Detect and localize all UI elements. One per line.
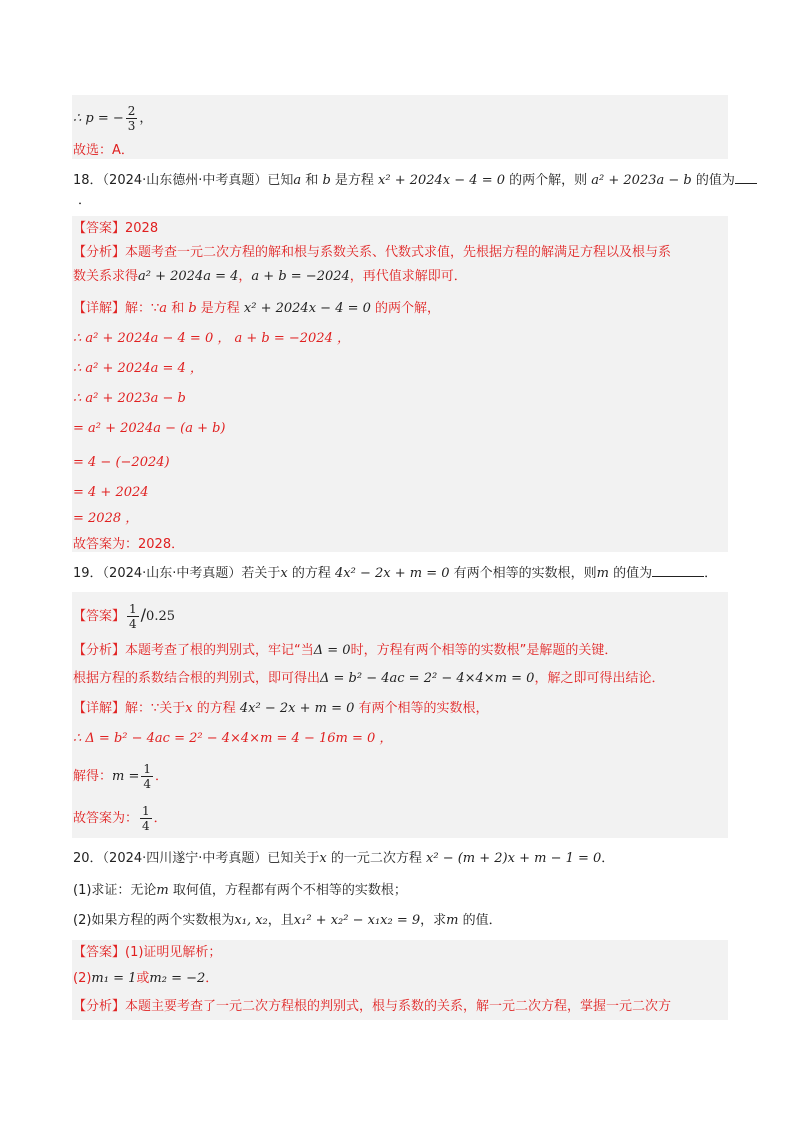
- q19-stem: 19．（2024·山东·中考真题）若关于x 的方程 4x² − 2x + m = 0 有两个相等的实数根，则m 的值为 ．: [73, 566, 718, 581]
- q18-step-5: = 4 − (−2024): [73, 455, 170, 470]
- q19-solve-fraction: $\frac{1}{4}$: [143, 762, 152, 791]
- q20-analysis: 【分析】本题主要考查了一元二次方程根的判别式，根与系数的关系，解一元二次方程，掌握一元二次方: [73, 999, 672, 1014]
- q19-answer-fraction: $\frac{1}{4}$: [129, 602, 137, 631]
- q18-stem: 18．（2024·山东德州·中考真题）已知a 和 b 是方程 x² + 2024x − 4 = 0 的两个解，则 a² + 2023a − b 的值为: [73, 170, 757, 192]
- q18-answer-blank: [735, 171, 757, 184]
- p-fraction: $\frac{2}{3}$: [127, 104, 136, 133]
- q19-analysis: 【分析】本题考查了根的判别式，牢记“当Δ = 0时，方程有两个相等的实数根”是解题的关键．: [73, 643, 618, 658]
- q19-detail: 【详解】解：∵关于x 的方程 4x² − 2x + m = 0 有两个相等的实数根，: [73, 701, 489, 716]
- top-solution-shade: [72, 95, 728, 159]
- p-result-prefix: ∴ p = −: [73, 111, 124, 126]
- q20-part-1: (1)求证：无论m 取何值，方程都有两个不相等的实数根；: [73, 883, 407, 898]
- q18-step-2: ∴ a² + 2024a = 4 ，: [73, 361, 203, 376]
- q18-step-7: = 2028 ，: [73, 511, 139, 526]
- q20-stem: 20．（2024·四川遂宁·中考真题）已知关于x 的一元二次方程 x² − (m + 2)x + m − 1 = 0．: [73, 851, 615, 866]
- q18-analysis: 【分析】本题考查一元二次方程的解和根与系数关系、代数式求值，先根据方程的解满足方程以及根与系: [73, 245, 672, 260]
- q19-analysis-cont: 根据方程的系数结合根的判别式，即可得出Δ = b² − 4ac = 2² − 4×4×m = 0，解之即可得出结论．: [73, 671, 665, 686]
- q18-step-3: ∴ a² + 2023a − b: [73, 391, 186, 406]
- q18-step-6: = 4 + 2024: [73, 485, 149, 500]
- q18-final: 故答案为：2028．: [73, 537, 185, 552]
- q20-answer-2: (2)m₁ = 1或m₂ = −2．: [73, 971, 219, 986]
- q20-answer-1: 【答案】(1)证明见解析；: [73, 945, 222, 960]
- q20-part-2: (2)如果方程的两个实数根为x₁, x₂，且x₁² + x₂² − x₁x₂ = 9，求m 的值．: [73, 913, 502, 928]
- q19-final: 故答案为： $\frac{1}{4}$ ．: [73, 804, 167, 833]
- q19-solve: 解得：m = $\frac{1}{4}$ ．: [73, 762, 169, 791]
- q19-step-1: ∴ Δ = b² − 4ac = 2² − 4×4×m = 4 − 16m = 0 ，: [73, 731, 393, 746]
- q18-detail: 【详解】解：∵a 和 b 是方程 x² + 2024x − 4 = 0 的两个解，: [73, 301, 441, 316]
- top-choice: 故选：A．: [73, 143, 134, 158]
- q19-answer: 【答案】 $\frac{1}{4}$ /0.25: [73, 602, 175, 631]
- q19-answer-blank: [652, 564, 704, 577]
- q18-stem-tail: ．: [78, 193, 92, 208]
- q18-analysis-cont: 数关系求得a² + 2024a = 4，a + b = −2024，再代值求解即可．: [73, 269, 467, 284]
- q18-step-1: ∴ a² + 2024a − 4 = 0 ， a + b = −2024 ，: [73, 331, 350, 346]
- p-result-line: ∴ p = − $\frac{2}{3}$ ，: [73, 104, 153, 133]
- q18-answer: 【答案】2028: [73, 221, 159, 236]
- q18-step-4: = a² + 2024a − (a + b): [73, 421, 226, 436]
- q19-final-fraction: $\frac{1}{4}$: [142, 804, 150, 833]
